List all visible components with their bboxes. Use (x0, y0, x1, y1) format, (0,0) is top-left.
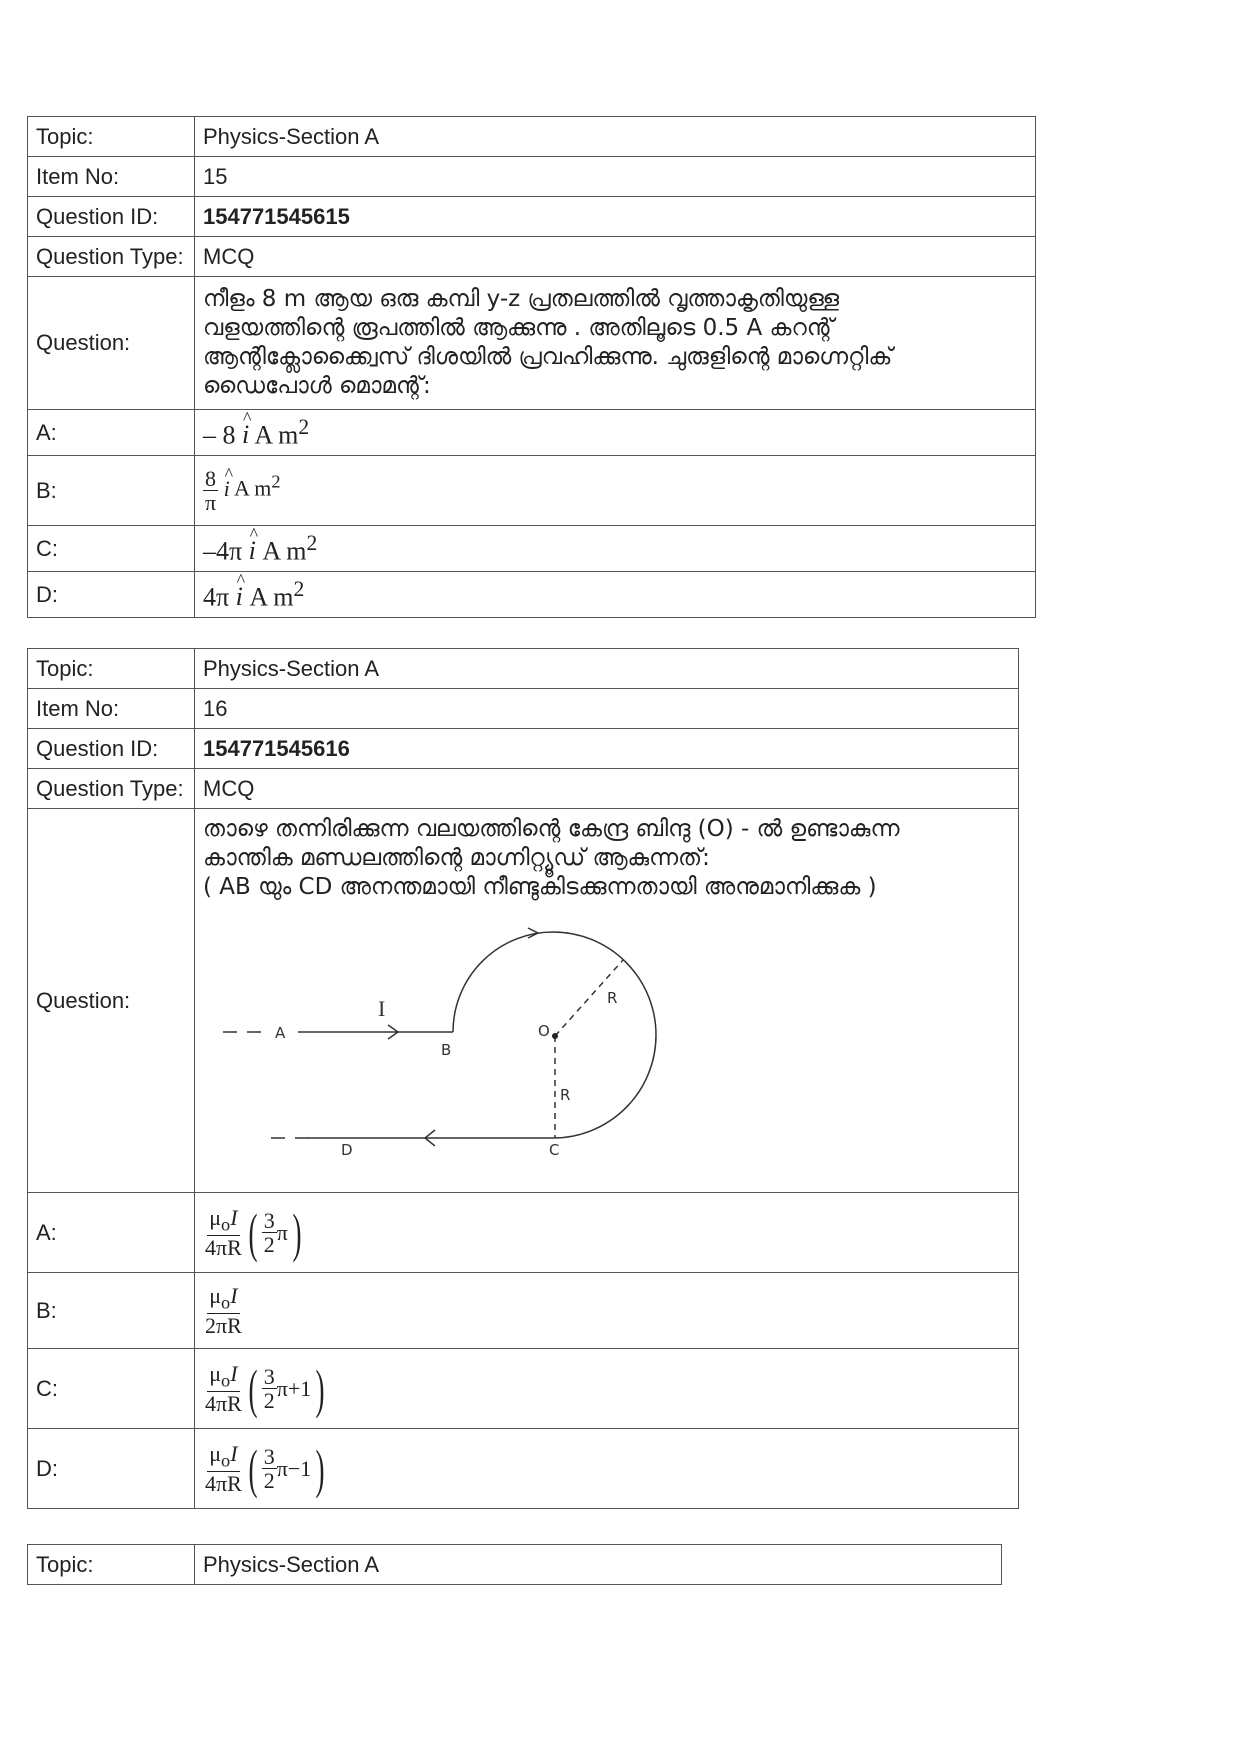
arc-top-c (553, 932, 656, 1138)
option-c-fraction (203, 1362, 244, 1415)
option-c-label: C: (28, 526, 195, 572)
mu-subscript: o (221, 1370, 231, 1391)
inner-fraction (262, 1365, 277, 1412)
question-text (195, 277, 1036, 410)
option-b-fraction (203, 1284, 244, 1337)
option-d-fraction (203, 1442, 244, 1495)
question-17-table (27, 1544, 1002, 1585)
label-a: A (275, 1024, 286, 1042)
option-c-label: C: (28, 1349, 195, 1429)
option-b-value (195, 456, 1036, 526)
unit-vector-i: ^ i (242, 420, 249, 450)
item-no-label: Item No: (28, 157, 195, 197)
label-i: I (378, 996, 386, 1021)
inner-numerator: 3 (263, 1443, 275, 1469)
fraction-denominator: π (205, 490, 217, 515)
mu-symbol: μ (209, 1441, 222, 1467)
arc-b-top (453, 932, 553, 1032)
option-a-unit: A m (254, 420, 299, 450)
question-id-value: 154771545616 (195, 729, 1019, 769)
inner-denominator: 2 (263, 1468, 275, 1493)
topic-value: Physics-Section A (195, 649, 1019, 689)
current-symbol: I (230, 1283, 238, 1309)
option-b-label: B: (28, 1273, 195, 1349)
arc-arrow (528, 928, 538, 938)
question-text (203, 815, 1010, 902)
mu-symbol: μ (209, 1361, 222, 1387)
question-line: ആന്റിക്ലോക്ക്വൈസ് ദിശയിൽ പ്രവഹിക്കുന്നു. ചുരുളിന്റെ മാഗ്നെറ്റിക് (203, 344, 893, 370)
mu-symbol: μ (209, 1205, 222, 1231)
unit-vector-i: ^ i (236, 582, 243, 612)
mu-symbol: μ (209, 1283, 222, 1309)
question-content (195, 809, 1019, 1193)
question-label: Question: (28, 277, 195, 410)
topic-value: Physics-Section A (195, 117, 1036, 157)
label-r1: R (607, 989, 618, 1007)
unit-vector-i: ^ i (249, 536, 256, 566)
mu-subscript: o (221, 1292, 231, 1313)
right-paren: ) (292, 1202, 302, 1263)
option-a-coefficient: – 8 (203, 420, 236, 450)
fraction-denominator: 2πR (205, 1312, 242, 1338)
current-symbol: I (230, 1205, 238, 1231)
inner-denominator: 2 (263, 1232, 275, 1257)
question-line: വളയത്തിന്റെ രൂപത്തിൽ ആക്കുന്നു . അതിലൂടെ 0.5 A കറന്റ് (203, 315, 834, 341)
topic-label: Topic: (28, 649, 195, 689)
fraction-denominator: 4πR (205, 1234, 242, 1260)
left-paren: ( (248, 1358, 258, 1419)
item-no-value: 15 (195, 157, 1036, 197)
option-a-label: A: (28, 410, 195, 456)
label-o: O (538, 1022, 550, 1040)
option-c-exponent: 2 (306, 530, 318, 555)
question-line: കാന്തിക മണ്ഡലത്തിന്റെ മാഗ്നിറ്റ്യൂഡ് ആകുന്നത്: (203, 845, 710, 871)
option-a-exponent: 2 (298, 414, 310, 439)
unit-vector-i: ^ i (224, 476, 230, 502)
option-a-fraction (203, 1206, 244, 1259)
inner-fraction (262, 1445, 277, 1492)
inner-term: π+1 (276, 1375, 312, 1401)
left-paren: ( (248, 1202, 258, 1263)
inner-denominator: 2 (263, 1388, 275, 1413)
question-line: ഡൈപോൾ മൊമന്റ്: (203, 373, 431, 399)
question-line: താഴെ തന്നിരിക്കുന്ന വലയത്തിന്റെ കേന്ദ്ര ബിന്ദു (O) - ൽ ഉണ്ടാകുന്ന (203, 816, 900, 842)
option-d-label: D: (28, 1429, 195, 1509)
inner-numerator: 3 (263, 1207, 275, 1233)
inner-term: π−1 (276, 1455, 312, 1481)
question-id-value: 154771545615 (195, 197, 1036, 237)
question-type-label: Question Type: (28, 769, 195, 809)
option-c-unit: A m (262, 536, 307, 566)
label-b: B (441, 1041, 452, 1059)
item-no-label: Item No: (28, 689, 195, 729)
option-d-unit: A m (249, 582, 294, 612)
option-c-value (195, 526, 1036, 572)
topic-label: Topic: (28, 117, 195, 157)
option-d-value (195, 572, 1036, 618)
label-c: C (549, 1141, 560, 1159)
question-type-value: MCQ (195, 769, 1019, 809)
left-paren: ( (248, 1438, 258, 1499)
option-a-label: A: (28, 1193, 195, 1273)
question-16-table (27, 648, 1019, 1509)
topic-value: Physics-Section A (195, 1545, 1002, 1585)
label-r2: R (560, 1086, 571, 1104)
question-type-value: MCQ (195, 237, 1036, 277)
option-b-exponent: 2 (271, 471, 281, 492)
mu-subscript: o (221, 1450, 231, 1471)
center-point (552, 1033, 558, 1039)
inner-term: π (276, 1219, 288, 1245)
option-b-unit: A m (234, 475, 272, 501)
fraction-denominator: 4πR (205, 1470, 242, 1496)
option-a-value (195, 410, 1036, 456)
question-type-label: Question Type: (28, 237, 195, 277)
inner-fraction (262, 1209, 277, 1256)
option-d-exponent: 2 (293, 576, 305, 601)
question-label: Question: (28, 809, 195, 1193)
option-a-value (195, 1193, 1019, 1273)
option-b-fraction (203, 467, 218, 514)
question-id-label: Question ID: (28, 729, 195, 769)
inner-numerator: 3 (263, 1363, 275, 1389)
topic-label: Topic: (28, 1545, 195, 1585)
question-15-table (27, 116, 1036, 618)
right-paren: ) (315, 1358, 325, 1419)
right-paren: ) (315, 1438, 325, 1499)
option-c-coefficient: –4π (203, 536, 243, 566)
fraction-denominator: 4πR (205, 1390, 242, 1416)
circuit-diagram (203, 908, 763, 1178)
option-d-label: D: (28, 572, 195, 618)
option-b-value (195, 1273, 1019, 1349)
option-b-label: B: (28, 456, 195, 526)
current-symbol: I (230, 1441, 238, 1467)
option-d-value (195, 1429, 1019, 1509)
fraction-numerator: 8 (205, 465, 217, 491)
question-line: ( AB യും CD അനന്തമായി നീണ്ടുകിടക്കുന്നതായി അനുമാനിക്കുക ) (203, 874, 877, 900)
current-symbol: I (230, 1361, 238, 1387)
item-no-value: 16 (195, 689, 1019, 729)
option-c-value (195, 1349, 1019, 1429)
question-line: നീളം 8 m ആയ ഒരു കമ്പി y-z പ്രതലത്തിൽ വൃത്താകൃതിയുള്ള (203, 286, 840, 312)
question-id-label: Question ID: (28, 197, 195, 237)
label-d: D (341, 1141, 353, 1159)
mu-subscript: o (221, 1214, 231, 1235)
option-d-coefficient: 4π (203, 582, 230, 612)
